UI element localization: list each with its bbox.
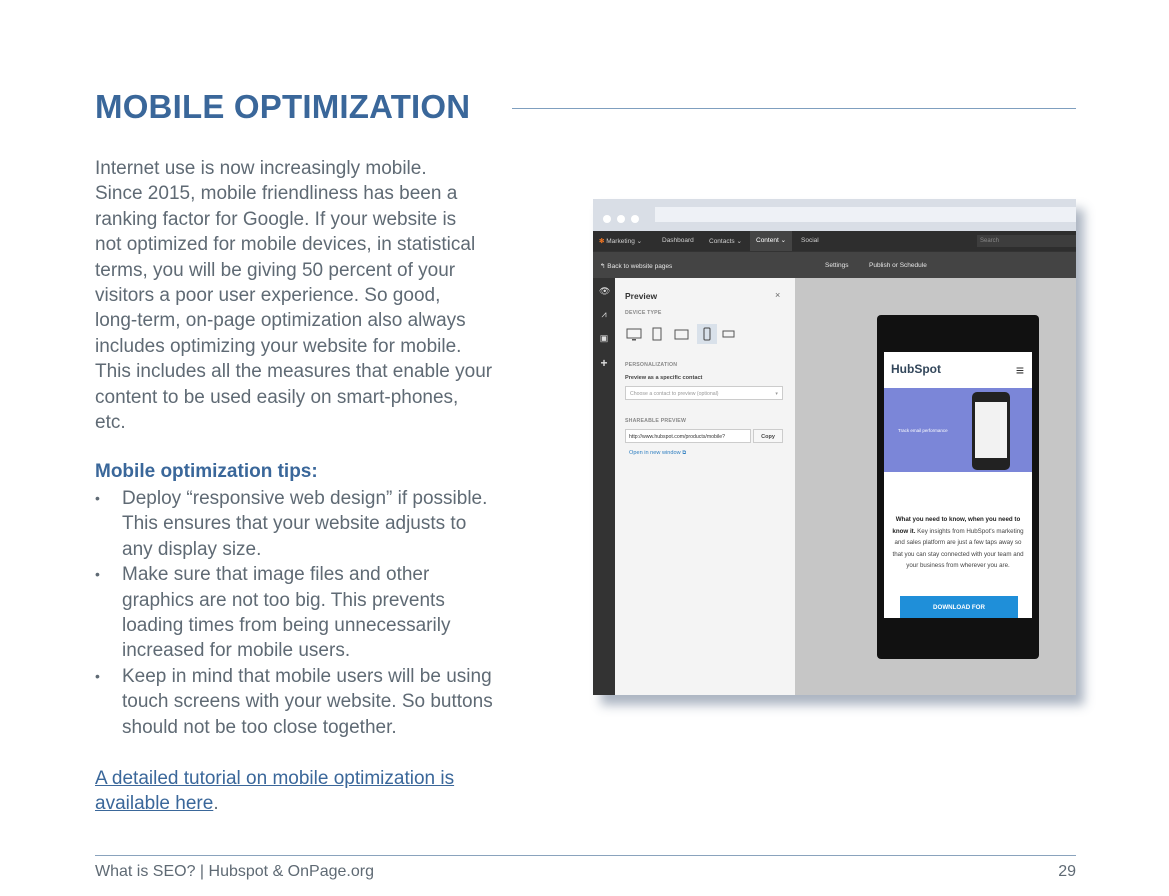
back-arrow-icon: ↰ xyxy=(600,263,606,270)
settings-link: Settings xyxy=(825,262,849,269)
open-new-window-link: Open in new window ⧉ xyxy=(629,450,687,456)
tips-list xyxy=(95,486,545,740)
back-link: ↰ Back to website pages xyxy=(600,263,673,270)
site-header xyxy=(884,352,1032,388)
nav-content: Content ⌄ xyxy=(750,231,792,251)
eye-icon: 👁 xyxy=(599,286,611,296)
intro-line: This includes all the measures that enable your xyxy=(95,361,493,383)
shareable-url-field: http://www.hubspot.com/products/mobile? xyxy=(625,429,751,443)
phone-landscape-icon xyxy=(721,324,737,344)
hubspot-screenshot xyxy=(593,199,1076,695)
hubspot-sprocket-icon: ✻ xyxy=(599,238,605,245)
tip-item: • Make sure that image files and other graphics are not too big. This prevents loading times from being unnecessarily increased for mobile users. xyxy=(95,564,451,662)
shareable-label: SHAREABLE PREVIEW xyxy=(625,418,687,424)
panel-title: Preview xyxy=(625,291,658,301)
footer-source: What is SEO? | Hubspot & OnPage.org xyxy=(95,863,374,880)
external-link-icon: ⧉ xyxy=(682,450,687,456)
page-number: 29 xyxy=(1058,863,1076,880)
preview-panel xyxy=(615,278,795,695)
tablet-landscape-icon xyxy=(673,324,691,344)
nav-dashboard: Dashboard xyxy=(662,237,694,244)
page-title: MOBILE OPTIMIZATION xyxy=(95,88,471,125)
personalization-label: PERSONALIZATION xyxy=(625,362,678,368)
plus-icon: + xyxy=(600,356,608,370)
copy-button: Copy xyxy=(753,429,783,443)
hero-text: Track email performance xyxy=(898,428,948,433)
bullet-icon: • xyxy=(95,490,100,506)
hero-banner xyxy=(884,388,1032,472)
window-controls xyxy=(603,210,645,228)
search-field: Search xyxy=(977,235,1076,247)
contact-select: Choose a contact to preview (optional) ▾ xyxy=(625,386,783,400)
preview-canvas xyxy=(795,278,1076,695)
intro-line: Internet use is now increasingly mobile. xyxy=(95,158,427,179)
phone-frame xyxy=(877,315,1039,659)
intro-line: content to be used easily on smart-phones, xyxy=(95,386,459,408)
intro-line: not optimized for mobile devices, in statistical xyxy=(95,234,476,256)
intro-line: long-term, on-page optimization also always xyxy=(95,310,466,332)
nav-social: Social xyxy=(801,237,819,244)
intro-line: visitors a poor user experience. So good, xyxy=(95,285,441,307)
phone-portrait-icon xyxy=(697,324,717,344)
chevron-down-icon: ▾ xyxy=(775,391,778,397)
nav-marketing: ✻ Marketing ⌄ xyxy=(599,238,643,245)
intro-paragraph xyxy=(95,156,545,435)
bullet-icon: • xyxy=(95,667,100,684)
download-button: DOWNLOAD FOR xyxy=(900,596,1018,618)
browser-chrome xyxy=(593,199,1076,231)
tablet-portrait-icon xyxy=(650,324,664,344)
desktop-icon xyxy=(625,324,643,344)
editor-toolbar xyxy=(593,278,615,695)
nav-contacts: Contacts ⌄ xyxy=(709,238,742,245)
phone-screen xyxy=(884,352,1032,618)
tip-item: • Keep in mind that mobile users will be using touch screens with your website. So buttons should not be too close together. xyxy=(95,665,493,738)
bullet-icon: • xyxy=(95,566,100,583)
tutorial-link[interactable]: A detailed tutorial on mobile optimization is available here xyxy=(95,768,455,815)
intro-line: includes optimizing your website for mobile. xyxy=(95,335,462,357)
hubspot-logo: HubSpot xyxy=(891,362,941,376)
intro-line: ranking factor for Google. If your website is xyxy=(95,208,457,230)
close-icon: × xyxy=(775,290,781,300)
chart-icon: ⩘ xyxy=(601,309,607,319)
footer-divider xyxy=(95,855,1076,856)
top-navigation xyxy=(593,231,1076,251)
hero-copy: What you need to know, when you need to know it. Key insights from HubSpot's marketing and sales platform are just a few taps away so that you can stay connected with your team and your business from wherever you are. xyxy=(892,516,1024,569)
preview-contact-label: Preview as a specific contact xyxy=(625,375,703,381)
title-divider xyxy=(512,108,1076,109)
address-bar xyxy=(655,207,1076,222)
publish-link: Publish or Schedule xyxy=(869,262,927,269)
intro-line: Since 2015, mobile friendliness has been a xyxy=(95,183,458,205)
tutorial-paragraph: A detailed tutorial on mobile optimization is available here. xyxy=(95,768,455,815)
cube-icon: ▣ xyxy=(599,333,609,343)
intro-line: etc. xyxy=(95,412,126,434)
intro-line: terms, you will be giving 50 percent of your xyxy=(95,259,456,281)
tips-heading: Mobile optimization tips: xyxy=(95,461,318,482)
hamburger-menu-icon: ≡ xyxy=(1015,362,1024,378)
device-type-label: DEVICE TYPE xyxy=(625,310,662,316)
tip-item: • Deploy “responsive web design” if possible. This ensures that your website adjusts to any display size. xyxy=(95,488,488,560)
editor-subnav xyxy=(593,251,1076,279)
phone-image xyxy=(972,392,1010,470)
